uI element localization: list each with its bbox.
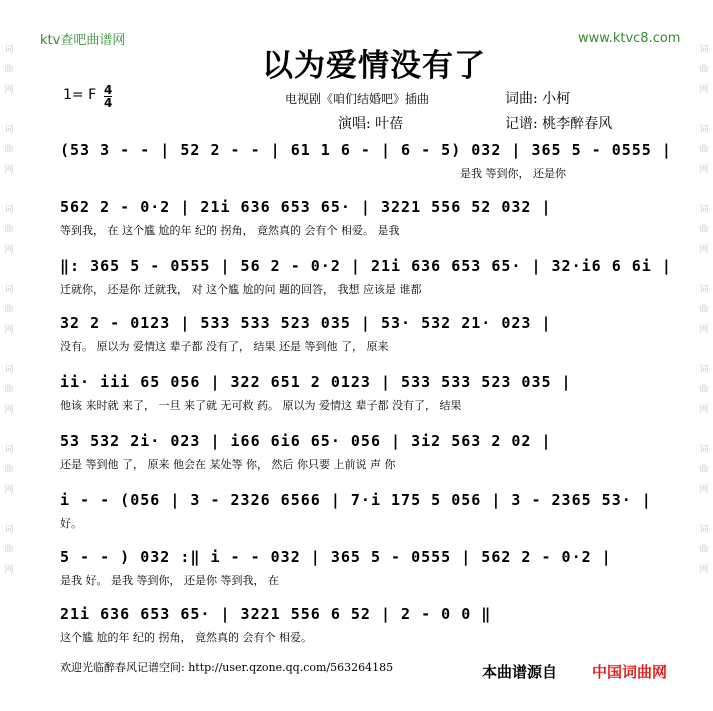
time-signature-top: 4 xyxy=(104,83,113,97)
score-lyrics: 好。 xyxy=(60,517,82,530)
score-notes: (53 3 - - | 52 2 - - | 61 1 6 - | 6 - 5) 032 | 365 5 - 0555 | xyxy=(60,141,672,159)
site-url-right[interactable]: www.ktvc8.com xyxy=(578,31,681,46)
score-notes: ‖: 365 5 - 0555 | 56 2 - 0·2 | 21i 636 653 65· | 32·i6 6 6i | xyxy=(60,257,672,275)
score-notes: 562 2 - 0·2 | 21i 636 653 65· | 3221 556 52 032 | xyxy=(60,198,552,216)
score-lyrics: 是我 好。 是我 等到你， 还是你 等到我， 在 xyxy=(60,574,279,587)
watermark-left: 词 曲 网 词 曲 网 词 曲 网 词 曲 网 词 曲 网 词 曲 网 词 曲 网 xyxy=(4,45,14,575)
score-lyrics: 是我 等到你， 还是你 xyxy=(460,167,566,180)
score-notes: 21i 636 653 65· | 3221 556 6 52 | 2 - 0 0 ‖ xyxy=(60,605,492,623)
score-notes: 53 532 2i· 023 | i66 6i6 65· 056 | 3i2 563 2 02 | xyxy=(60,432,552,450)
lyricist: 词曲: 小柯 xyxy=(505,91,571,107)
subtitle: 电视剧《咱们结婚吧》插曲 xyxy=(285,92,430,106)
site-name-left[interactable]: ktv查吧曲谱网 xyxy=(40,33,126,48)
score-lyrics: 没有。 原以为 爱情这 辈子都 没有了， 结果 还是 等到他 了， 原来 xyxy=(60,340,389,353)
song-title: 以为爱情没有了 xyxy=(262,48,486,84)
source-label: 本曲谱源自 xyxy=(482,663,558,681)
score-lyrics: 还是 等到他 了， 原来 他会在 某处等 你， 然后 你只要 上前说 声 你 xyxy=(60,458,396,471)
score-lyrics: 等到我， 在 这个尴 尬的年 纪的 拐角， 竟然真的 会有个 相爱。 是我 xyxy=(60,224,400,237)
key-signature: 1= F xyxy=(63,87,97,103)
score-notes: ii· iii 65 056 | 322 651 2 0123 | 533 533 523 035 | xyxy=(60,373,572,391)
score-notes: 5 - - ) 032 :‖ i - - 032 | 365 5 - 0555 | 562 2 - 0·2 | xyxy=(60,548,612,566)
score-notes: i - - (056 | 3 - 2326 6566 | 7·i 175 5 056 | 3 - 2365 53· | xyxy=(60,491,652,509)
watermark-right: 词 曲 网 词 曲 网 词 曲 网 词 曲 网 词 曲 网 词 曲 网 词 曲 网 xyxy=(699,45,709,575)
source-site-link[interactable]: 中国词曲网 xyxy=(592,663,668,681)
time-signature xyxy=(104,84,112,109)
score-lyrics: 迁就你， 还是你 迁就我， 对 这个尴 尬的问 题的回答， 我想 应该是 谁都 xyxy=(60,283,422,296)
time-signature-bottom: 4 xyxy=(104,96,113,110)
score-lyrics: 这个尴 尬的年 纪的 拐角， 竟然真的 会有个 相爱。 xyxy=(60,631,312,644)
footer-note: 欢迎光临醉春风记谱空间: http://user.qzone.qq.com/563264185 xyxy=(60,661,394,674)
singer: 演唱: 叶蓓 xyxy=(338,116,404,132)
score-lyrics: 他该 来时就 来了， 一旦 来了就 无可救 药。 原以为 爱情这 辈子都 没有了， 结果 xyxy=(60,399,462,412)
transcriber: 记谱: 桃李醉春风 xyxy=(505,116,613,132)
score-notes: 32 2 - 0123 | 533 533 523 035 | 53· 532 21· 023 | xyxy=(60,314,552,332)
